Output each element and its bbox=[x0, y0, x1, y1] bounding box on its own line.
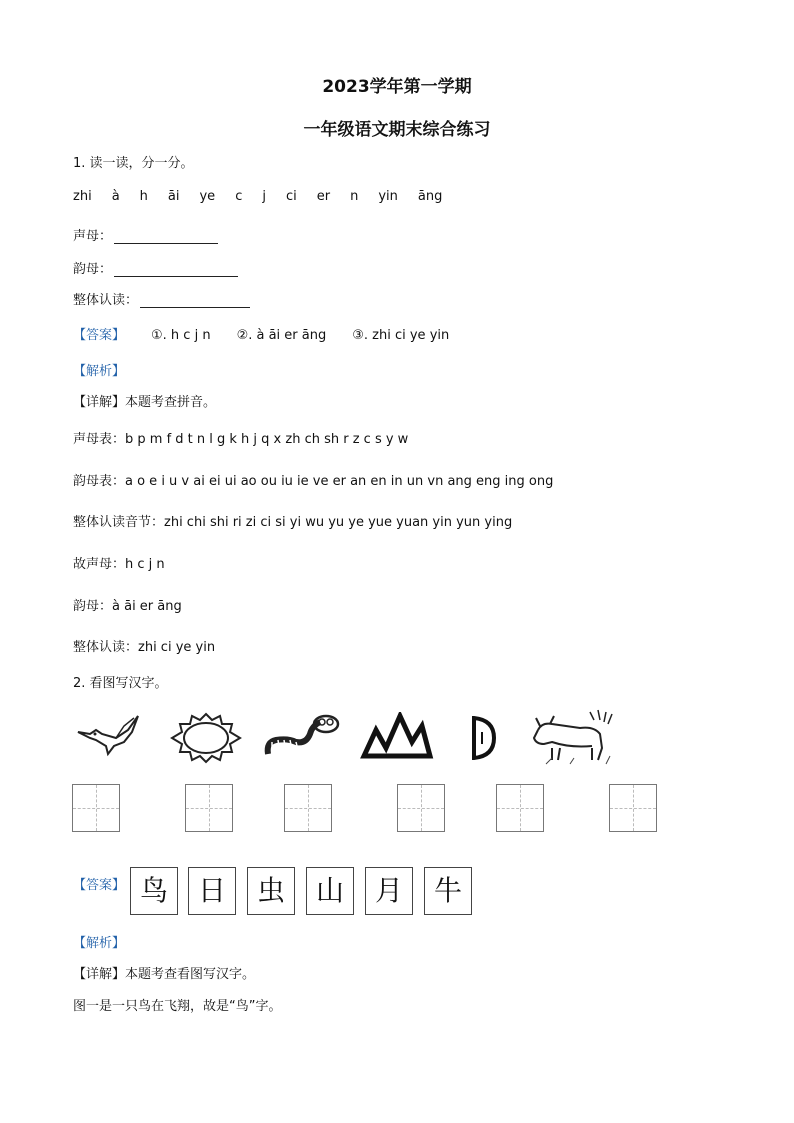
writing-box[interactable] bbox=[72, 784, 120, 832]
sun-icon bbox=[170, 712, 242, 764]
answer-tag: 【答案】 bbox=[73, 328, 126, 343]
zhengti-line bbox=[73, 289, 250, 308]
q1-answer-line bbox=[73, 324, 475, 343]
zhengti-label: 整体认读： bbox=[73, 293, 139, 308]
writing-box[interactable] bbox=[609, 784, 657, 832]
moon-icon bbox=[468, 716, 496, 760]
mountain-icon bbox=[360, 712, 434, 760]
q1-detail: 【详解】本题考查拼音。 bbox=[73, 395, 217, 410]
answer-option: ②. à āi er āng bbox=[236, 328, 327, 343]
zhengti-blank[interactable] bbox=[140, 295, 250, 308]
page-subtitle: 一年级语文期末综合练习 bbox=[303, 120, 491, 140]
q2-explain: 图一是一只鸟在飞翔，故是“鸟”字。 bbox=[73, 999, 282, 1014]
pinyin-item: ye bbox=[199, 189, 216, 204]
result-yunmu: 韵母：à āi er āng bbox=[73, 599, 182, 614]
pinyin-item: j bbox=[262, 189, 266, 204]
writing-box[interactable] bbox=[496, 784, 544, 832]
answer-char-box: 牛 bbox=[424, 867, 472, 915]
pinyin-item: zhi bbox=[73, 189, 92, 204]
yunmu-blank[interactable] bbox=[114, 264, 238, 277]
q2-detail: 【详解】本题考查看图写汉字。 bbox=[73, 967, 256, 982]
answer-option: ③. zhi ci ye yin bbox=[352, 328, 450, 343]
result-shengmu: 故声母：h c j n bbox=[73, 557, 165, 572]
pinyin-item: h bbox=[139, 189, 148, 204]
yunmu-label: 韵母： bbox=[73, 262, 113, 277]
pinyin-item: āi bbox=[167, 189, 180, 204]
q2-answer-tag: 【答案】 bbox=[73, 878, 126, 893]
pinyin-item: ci bbox=[285, 189, 297, 204]
q1-prompt: 1. 读一读，分一分。 bbox=[73, 156, 194, 171]
answer-char-box: 山 bbox=[306, 867, 354, 915]
shengmu-blank[interactable] bbox=[114, 231, 218, 244]
q1-pinyin-row bbox=[73, 189, 462, 204]
yunmu-line bbox=[73, 258, 238, 277]
answer-char-box: 虫 bbox=[247, 867, 295, 915]
pinyin-item: yin bbox=[378, 189, 398, 204]
ox-icon bbox=[530, 708, 620, 766]
bird-icon bbox=[76, 712, 142, 758]
worm-icon bbox=[262, 712, 340, 762]
answer-option: ①. h c j n bbox=[151, 328, 211, 343]
pinyin-item: er bbox=[316, 189, 331, 204]
writing-box[interactable] bbox=[185, 784, 233, 832]
yunmu-table: 韵母表：a o e i u v ai ei ui ao ou iu ie ve er an en in un vn ang eng ing ong bbox=[73, 474, 554, 489]
shengmu-label: 声母： bbox=[73, 229, 113, 244]
writing-box[interactable] bbox=[397, 784, 445, 832]
answer-char-box: 鸟 bbox=[130, 867, 178, 915]
shengmu-table: 声母表：b p m f d t n l g k h j q x zh ch sh r z c s y w bbox=[73, 432, 409, 447]
answer-char-box: 月 bbox=[365, 867, 413, 915]
page-title: 2023学年第一学期 bbox=[322, 77, 472, 97]
answer-char-box: 日 bbox=[188, 867, 236, 915]
pinyin-item: c bbox=[235, 189, 243, 204]
writing-box[interactable] bbox=[284, 784, 332, 832]
pinyin-item: āng bbox=[417, 189, 443, 204]
shengmu-line bbox=[73, 225, 218, 244]
q2-analysis-tag: 【解析】 bbox=[73, 936, 126, 951]
pinyin-item: à bbox=[111, 189, 120, 204]
result-zhengti: 整体认读：zhi ci ye yin bbox=[73, 640, 216, 655]
zhengti-table: 整体认读音节：zhi chi shi ri zi ci si yi wu yu ye yue yuan yin yun ying bbox=[73, 515, 513, 530]
analysis-tag: 【解析】 bbox=[73, 364, 126, 379]
pinyin-item: n bbox=[350, 189, 359, 204]
q2-prompt: 2. 看图写汉字。 bbox=[73, 676, 168, 691]
